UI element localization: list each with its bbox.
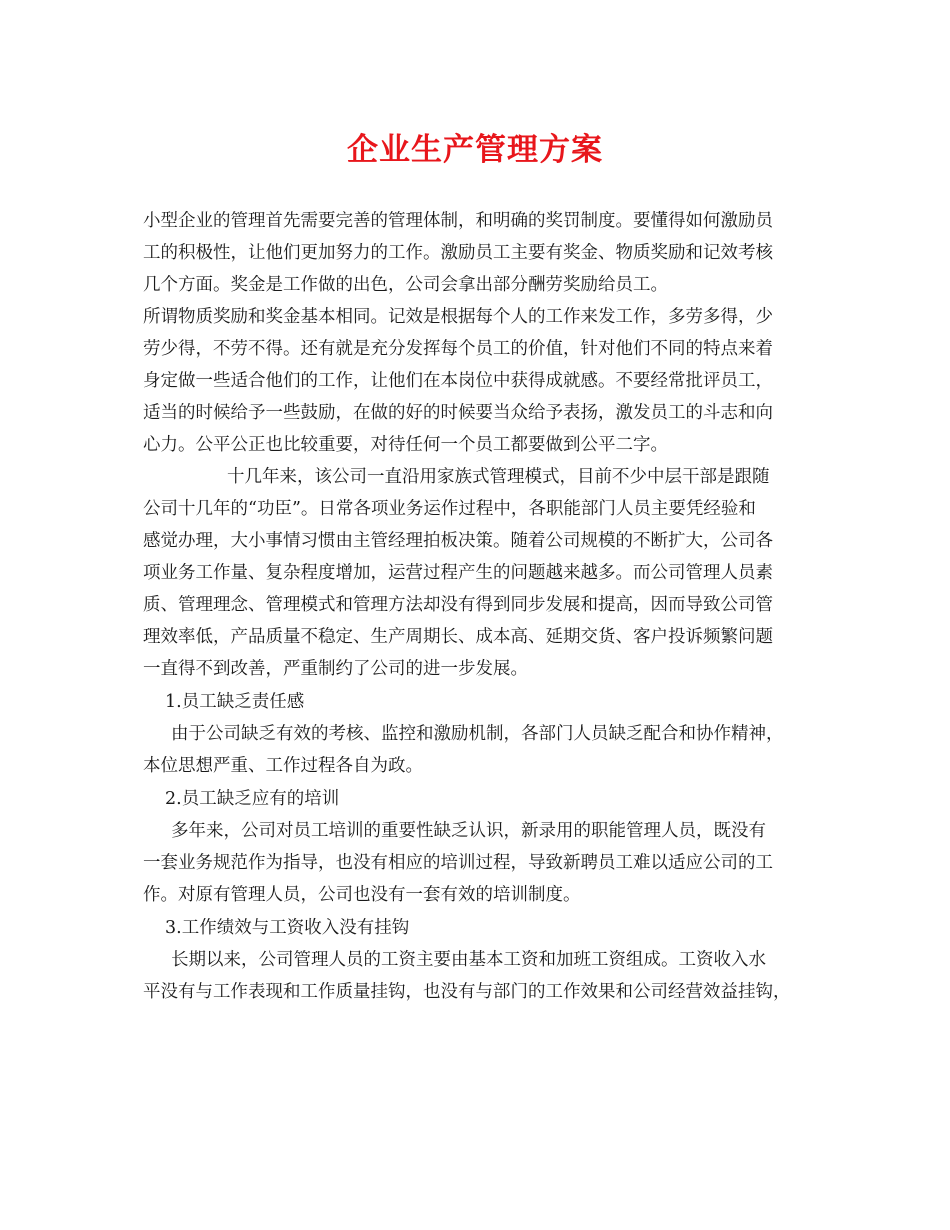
- text-line: 感觉办理，大小事情习惯由主管经理拍板决策。随着公司规模的不断扩大，公司各: [143, 531, 773, 551]
- text-line: 2.员工缺乏应有的培训: [165, 789, 340, 809]
- text-line: 由于公司缺乏有效的考核、监控和激励机制，各部门人员缺乏配合和协作精神，: [171, 724, 784, 744]
- text-line: 3.工作绩效与工资收入没有挂钩: [165, 918, 410, 938]
- text-line: 身定做一些适合他们的工作，让他们在本岗位中获得成就感。不要经常批评员工，: [143, 371, 773, 391]
- document-title: 企业生产管理方案: [347, 132, 603, 168]
- text-line: 平没有与工作表现和工作质量挂钩，也没有与部门的工作效果和公司经营效益挂钩，: [143, 982, 791, 1002]
- text-line: 一套业务规范作为指导，也没有相应的培训过程，导致新聘员工难以适应公司的工: [143, 853, 773, 873]
- text-line: 所谓物质奖励和奖金基本相同。记效是根据每个人的工作来发工作，多劳多得，少: [143, 307, 773, 327]
- text-line: 心力。公平公正也比较重要，对待任何一个员工都要做到公平二字。: [143, 435, 668, 455]
- text-line: 长期以来，公司管理人员的工资主要由基本工资和加班工资组成。工资收入水: [171, 950, 766, 970]
- text-line: 一直得不到改善，严重制约了公司的进一步发展。: [143, 659, 528, 679]
- text-line: 小型企业的管理首先需要完善的管理体制，和明确的奖罚制度。要懂得如何激励员: [143, 211, 773, 231]
- text-line: 十几年来，该公司一直沿用家族式管理模式，目前不少中层干部是跟随: [227, 467, 770, 487]
- text-line: 劳少得，不劳不得。还有就是充分发挥每个员工的价值，针对他们不同的特点来着: [143, 339, 773, 359]
- text-line: 工的积极性，让他们更加努力的工作。激励员工主要有奖金、物质奖励和记效考核: [143, 243, 773, 263]
- text-line: 理效率低，产品质量不稳定、生产周期长、成本高、延期交货、客户投诉频繁问题: [143, 627, 773, 647]
- text-line: 本位思想严重、工作过程各自为政。: [143, 756, 423, 776]
- text-line: 公司十几年的“功臣”。日常各项业务运作过程中，各职能部门人员主要凭经验和: [143, 499, 756, 519]
- text-line: 适当的时候给予一些鼓励，在做的好的时候要当众给予表扬，激发员工的斗志和向: [143, 403, 773, 423]
- text-line: 1.员工缺乏责任感: [165, 692, 305, 712]
- text-line: 质、管理理念、管理模式和管理方法却没有得到同步发展和提高，因而导致公司管: [143, 595, 773, 615]
- text-line: 作。对原有管理人员，公司也没有一套有效的培训制度。: [143, 885, 581, 905]
- text-line: 项业务工作量、复杂程度增加，运营过程产生的问题越来越多。而公司管理人员素: [143, 563, 773, 583]
- text-line: 多年来，公司对员工培训的重要性缺乏认识，新录用的职能管理人员，既没有: [171, 821, 766, 841]
- text-line: 几个方面。奖金是工作做的出色，公司会拿出部分酬劳奖励给员工。: [143, 275, 668, 295]
